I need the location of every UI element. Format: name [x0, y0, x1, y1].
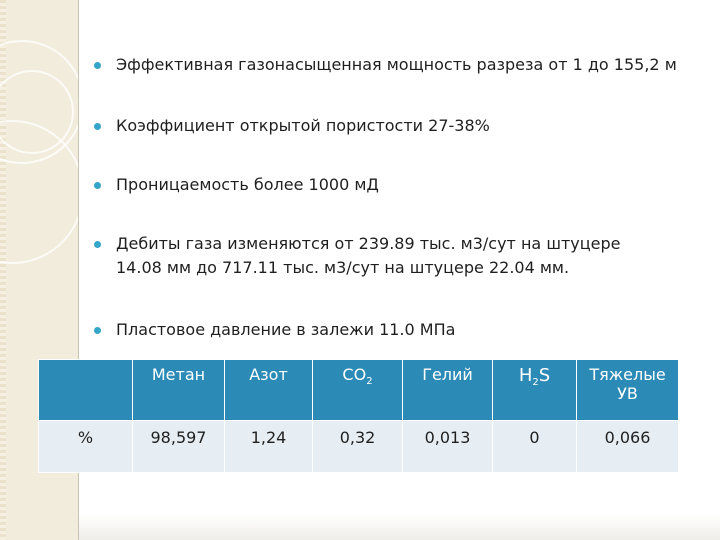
- table-header-row: [39, 360, 679, 421]
- value-co2: 0,32: [313, 421, 403, 473]
- bullet-item: [88, 232, 688, 280]
- value-heavy-hydrocarbons: 0,066: [577, 421, 679, 473]
- gas-composition-table: [38, 359, 679, 473]
- header-co2: [313, 360, 403, 421]
- header-empty-cell: [39, 360, 133, 421]
- bullet-dot-icon: [94, 327, 101, 334]
- bullet-dot-icon: [94, 62, 101, 69]
- heavy-line-2: УВ: [617, 384, 638, 403]
- heavy-line-1: Тяжелые: [589, 365, 666, 384]
- h2s-s: S: [538, 365, 551, 386]
- co2-subscript: 2: [366, 376, 373, 387]
- h2s-subscript: 2: [532, 377, 539, 388]
- bullet-text: Проницаемость более 1000 мД: [116, 175, 379, 194]
- bullet-text: Эффективная газонасыщенная мощность разреза от 1 до 155,2 м: [116, 55, 677, 74]
- value-helium: 0,013: [403, 421, 493, 473]
- header-nitrogen: Азот: [225, 360, 313, 421]
- value-h2s: 0: [493, 421, 577, 473]
- row-label: %: [39, 421, 133, 473]
- bullet-item: [88, 114, 688, 138]
- header-heavy-hydrocarbons: [577, 360, 679, 421]
- table-row: [39, 421, 679, 473]
- bullet-item: [88, 318, 688, 342]
- bullet-item: [88, 173, 688, 197]
- bullet-text: Пластовое давление в залежи 11.0 МПа: [116, 320, 456, 339]
- header-h2s: [493, 360, 577, 421]
- header-helium: Гелий: [403, 360, 493, 421]
- bottom-shadow: [79, 514, 720, 540]
- bullet-text: Коэффициент открытой пористости 27-38%: [116, 116, 490, 135]
- bullet-text: Дебиты газа изменяются от 239.89 тыс. м3/сут на штуцере 14.08 мм до 717.11 тыс. м3/сут на штуцере 22.04 мм.: [116, 234, 621, 277]
- value-nitrogen: 1,24: [225, 421, 313, 473]
- bullet-dot-icon: [94, 241, 101, 248]
- bullet-dot-icon: [94, 123, 101, 130]
- value-methane: 98,597: [133, 421, 225, 473]
- bullet-item: [88, 53, 688, 77]
- bullet-dot-icon: [94, 182, 101, 189]
- header-methane: Метан: [133, 360, 225, 421]
- co2-label: CO: [342, 365, 367, 384]
- h2s-h: H: [518, 365, 533, 386]
